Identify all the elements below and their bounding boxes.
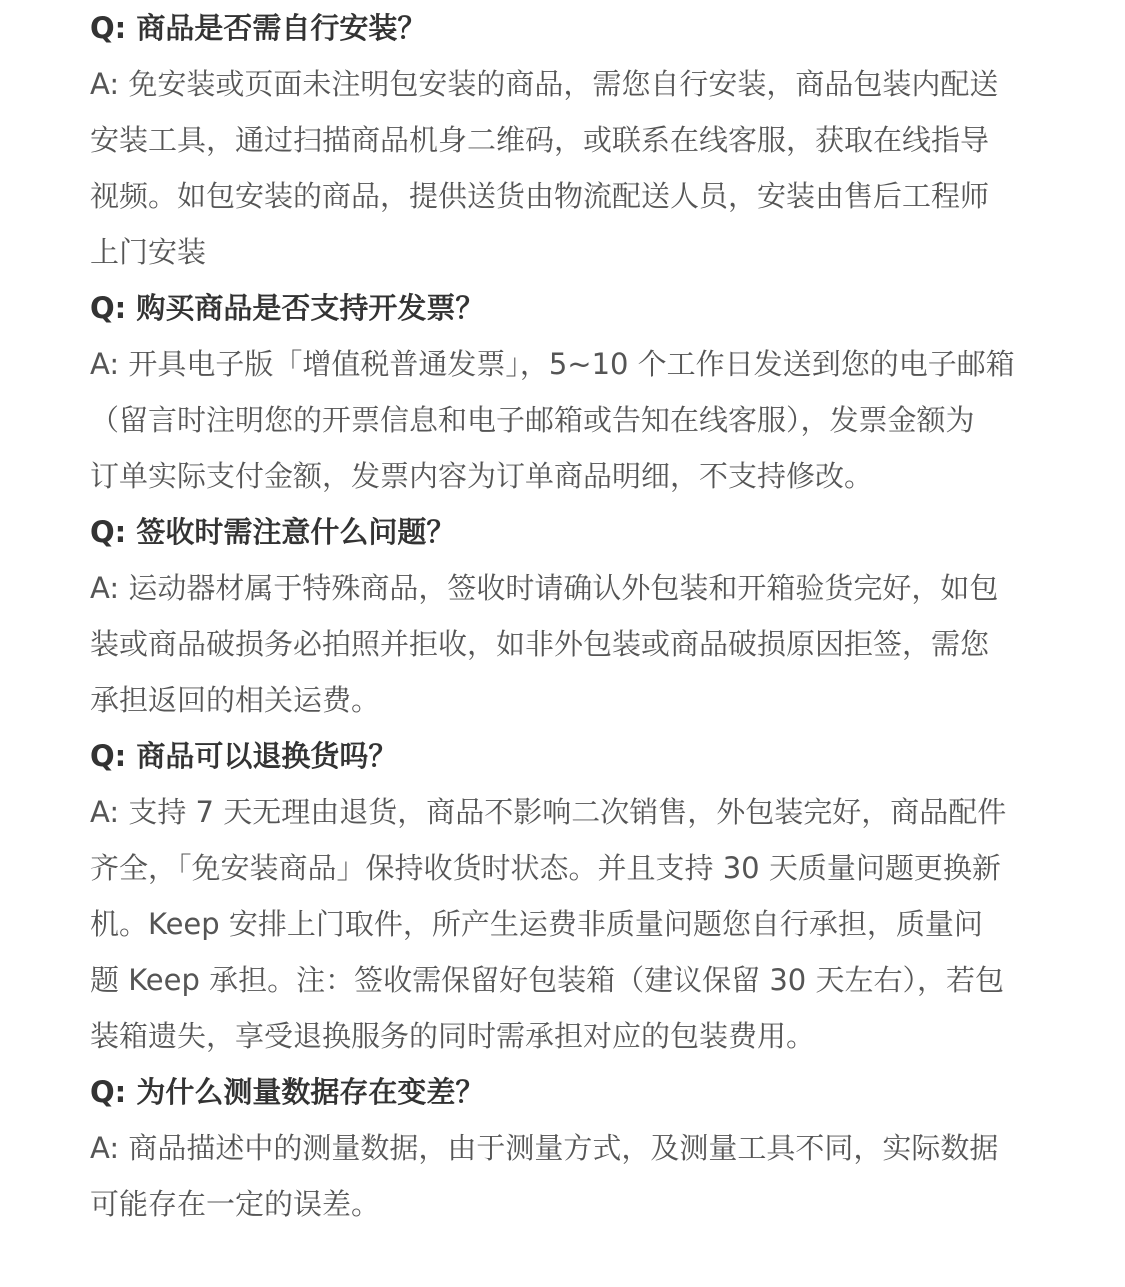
answer-line: A: 支持 7 天无理由退货，商品不影响二次销售，外包装完好，商品配件 <box>90 795 1007 829</box>
answer-line: A: 商品描述中的测量数据，由于测量方式，及测量工具不同，实际数据 <box>90 1131 999 1165</box>
answer-line: 上门安装 <box>90 235 207 269</box>
answer-line: A: 运动器材属于特殊商品，签收时请确认外包装和开箱验货完好，如包 <box>90 571 999 605</box>
faq-item-signing <box>90 504 1060 728</box>
answer <box>90 336 1060 504</box>
question: Q: 购买商品是否支持开发票？ <box>90 291 485 325</box>
answer <box>90 56 1060 280</box>
answer-line: 齐全，「免安装商品」保持收货时状态。并且支持 30 天质量问题更换新 <box>90 851 1001 885</box>
question: Q: 签收时需注意什么问题？ <box>90 515 456 549</box>
answer-line: 题 Keep 承担。注：签收需保留好包装箱（建议保留 30 天左右），若包 <box>90 963 1004 997</box>
answer-line: 机。Keep 安排上门取件，所产生运费非质量问题您自行承担，质量问 <box>90 907 983 941</box>
answer-line: 装或商品破损务必拍照并拒收，如非外包装或商品破损原因拒签，需您 <box>90 627 990 661</box>
answer-line: 可能存在一定的误差。 <box>90 1187 381 1221</box>
question: Q: 商品可以退换货吗？ <box>90 739 398 773</box>
faq-item-invoice <box>90 280 1060 504</box>
answer-line: A: 开具电子版「增值税普通发票」，5~10 个工作日发送到您的电子邮箱 <box>90 347 1015 381</box>
answer <box>90 560 1060 728</box>
answer-line: 承担返回的相关运费。 <box>90 683 381 717</box>
faq-item-measurement <box>90 1064 1060 1232</box>
faq-item-returns <box>90 728 1060 1064</box>
faq-item-installation <box>90 0 1060 280</box>
answer-line: 装箱遗失，享受退换服务的同时需承担对应的包装费用。 <box>90 1019 816 1053</box>
answer-line: （留言时注明您的开票信息和电子邮箱或告知在线客服），发票金额为 <box>90 403 975 437</box>
answer-line: 订单实际支付金额，发票内容为订单商品明细，不支持修改。 <box>90 459 874 493</box>
answer <box>90 784 1060 1064</box>
question: Q: 商品是否需自行安装？ <box>90 11 427 45</box>
question: Q: 为什么测量数据存在变差？ <box>90 1075 485 1109</box>
answer <box>90 1120 1060 1232</box>
faq-list <box>90 0 1060 1232</box>
answer-line: 安装工具，通过扫描商品机身二维码，或联系在线客服，获取在线指导 <box>90 123 990 157</box>
answer-line: 视频。如包安装的商品，提供送货由物流配送人员，安装由售后工程师 <box>90 179 990 213</box>
answer-line: A: 免安装或页面未注明包安装的商品，需您自行安装，商品包装内配送 <box>90 67 999 101</box>
